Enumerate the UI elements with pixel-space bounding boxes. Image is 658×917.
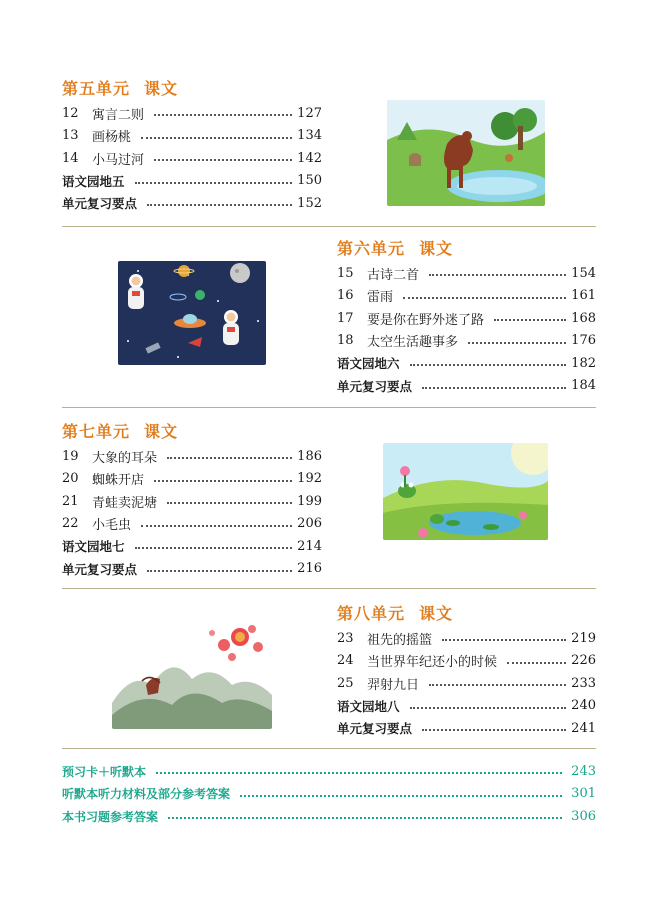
page-number: 168 [571, 310, 596, 326]
page-number: 219 [571, 630, 596, 646]
frog-pond-illustration [383, 443, 548, 540]
unit-name: 第五单元 [62, 79, 131, 98]
lesson-number: 16 [337, 288, 354, 304]
toc-entry[interactable] [337, 285, 596, 308]
section-title: 单元复习要点 [337, 378, 413, 394]
toc-entry[interactable] [62, 170, 322, 193]
unit-name: 第六单元 [337, 239, 406, 258]
lesson-number: 17 [337, 310, 354, 326]
page-number: 154 [571, 265, 596, 281]
leader-dots [135, 547, 292, 549]
lesson-title: 青蛙卖泥塘 [92, 495, 158, 511]
leader-dots [403, 297, 566, 299]
leader-dots [429, 274, 566, 276]
unit-title [62, 78, 322, 100]
page-number: 161 [571, 288, 596, 304]
leader-dots [135, 182, 292, 184]
toc-entry[interactable] [337, 695, 596, 718]
toc-entry[interactable] [337, 262, 596, 285]
page-number: 241 [571, 720, 596, 736]
toc-entry[interactable] [62, 192, 322, 215]
lesson-title: 羿射九日 [367, 677, 420, 693]
page-number: 240 [571, 698, 596, 714]
page-number: 233 [571, 675, 596, 691]
lesson-title: 古诗二首 [367, 267, 420, 283]
toc-entry[interactable] [62, 513, 322, 536]
page-number: 176 [571, 333, 596, 349]
toc-entry[interactable] [62, 535, 322, 558]
toc-entry[interactable] [62, 147, 322, 170]
lesson-number: 21 [62, 493, 79, 509]
appendix-entry[interactable] [62, 783, 596, 806]
page-number: 184 [571, 378, 596, 394]
lesson-number: 20 [62, 471, 79, 487]
lesson-number: 15 [337, 265, 354, 281]
unit-kind: 课文 [144, 79, 179, 98]
unit-6 [337, 238, 596, 397]
leader-dots [422, 387, 566, 389]
unit-title [337, 238, 596, 260]
toc-entry[interactable] [62, 445, 322, 468]
lesson-number: 23 [337, 630, 354, 646]
unit-kind: 课文 [144, 422, 179, 441]
toc-entry[interactable] [337, 627, 596, 650]
unit-kind: 课文 [419, 239, 454, 258]
leader-dots [154, 480, 292, 482]
toc-entry[interactable] [337, 307, 596, 330]
leader-dots [141, 137, 292, 139]
page-number: 186 [297, 448, 322, 464]
section-title: 语文园地五 [62, 173, 125, 189]
space-astronauts-illustration [118, 261, 266, 365]
toc-entry[interactable] [62, 102, 322, 125]
lesson-number: 18 [337, 333, 354, 349]
section-divider [62, 407, 596, 408]
unit-title [337, 603, 596, 625]
section-title: 语文园地八 [337, 698, 400, 714]
lesson-number: 14 [62, 150, 79, 166]
toc-entry[interactable] [337, 375, 596, 398]
page-number: 134 [297, 128, 322, 144]
lesson-number: 24 [337, 653, 354, 669]
lesson-title: 小马过河 [92, 152, 145, 168]
lesson-title: 祖先的摇篮 [367, 632, 433, 648]
lesson-title: 当世界年纪还小的时候 [367, 655, 498, 671]
leader-dots [167, 457, 292, 459]
toc-entry[interactable] [337, 330, 596, 353]
lesson-number: 13 [62, 128, 79, 144]
leader-dots [147, 204, 292, 206]
leader-dots [154, 114, 292, 116]
appendix-title: 本书习题参考答案 [62, 809, 159, 824]
appendix-title: 预习卡＋听默本 [62, 764, 147, 779]
section-title: 单元复习要点 [62, 196, 138, 212]
lesson-title: 小毛虫 [92, 518, 132, 534]
section-title: 语文园地六 [337, 356, 400, 372]
leader-dots [156, 772, 562, 774]
page-number: 206 [297, 516, 322, 532]
leader-dots [167, 502, 292, 504]
toc-entry[interactable] [337, 672, 596, 695]
page-number: 192 [297, 471, 322, 487]
leader-dots [410, 707, 566, 709]
lesson-title: 太空生活趣事多 [367, 335, 459, 351]
page-number: 301 [571, 786, 596, 802]
page-number: 142 [297, 150, 322, 166]
leader-dots [410, 364, 566, 366]
page-number: 199 [297, 493, 322, 509]
leader-dots [442, 639, 566, 641]
toc-entry[interactable] [62, 468, 322, 491]
page-number: 127 [297, 105, 322, 121]
appendix-entry[interactable] [62, 760, 596, 783]
page-number: 214 [297, 538, 322, 554]
appendix-title: 听默本听力材料及部分参考答案 [62, 787, 231, 802]
leader-dots [154, 159, 292, 161]
section-divider [62, 748, 596, 749]
appendix-list [62, 760, 596, 828]
leader-dots [168, 817, 562, 819]
toc-entry[interactable] [337, 717, 596, 740]
lesson-title: 雷雨 [367, 290, 394, 306]
leader-dots [468, 342, 566, 344]
section-title: 单元复习要点 [337, 721, 413, 737]
lesson-number: 12 [62, 105, 79, 121]
leader-dots [141, 525, 292, 527]
page-number: 306 [571, 808, 596, 824]
leader-dots [147, 570, 292, 572]
toc-entry[interactable] [62, 490, 322, 513]
section-divider [62, 226, 596, 227]
toc-entry[interactable] [62, 558, 322, 581]
unit-8 [337, 603, 596, 740]
unit-kind: 课文 [419, 604, 454, 623]
lesson-number: 19 [62, 448, 79, 464]
leader-dots [494, 319, 566, 321]
lesson-number: 22 [62, 516, 79, 532]
horse-meadow-illustration [387, 100, 545, 206]
page-number: 182 [571, 355, 596, 371]
page-number: 226 [571, 653, 596, 669]
page-number: 216 [297, 561, 322, 577]
toc-entry[interactable] [62, 125, 322, 148]
section-title: 单元复习要点 [62, 561, 138, 577]
unit-title [62, 421, 322, 443]
lesson-title: 蜘蛛开店 [92, 473, 145, 489]
section-divider [62, 588, 596, 589]
page-number: 243 [571, 763, 596, 779]
toc-entry[interactable] [337, 650, 596, 673]
unit-5 [62, 78, 322, 215]
unit-7 [62, 421, 322, 580]
page-number: 150 [297, 173, 322, 189]
toc-entry[interactable] [337, 352, 596, 375]
page-number: 152 [297, 195, 322, 211]
lesson-title: 大象的耳朵 [92, 450, 158, 466]
mountain-sun-ink-illustration [112, 623, 272, 729]
lesson-title: 画杨桃 [92, 130, 132, 146]
unit-name: 第七单元 [62, 422, 131, 441]
section-title: 语文园地七 [62, 539, 125, 555]
leader-dots [429, 684, 566, 686]
appendix-entry[interactable] [62, 805, 596, 828]
unit-name: 第八单元 [337, 604, 406, 623]
lesson-title: 寓言二则 [92, 107, 145, 123]
leader-dots [507, 662, 566, 664]
leader-dots [240, 795, 562, 797]
lesson-title: 要是你在野外迷了路 [367, 312, 485, 328]
lesson-number: 25 [337, 675, 354, 691]
leader-dots [422, 729, 566, 731]
